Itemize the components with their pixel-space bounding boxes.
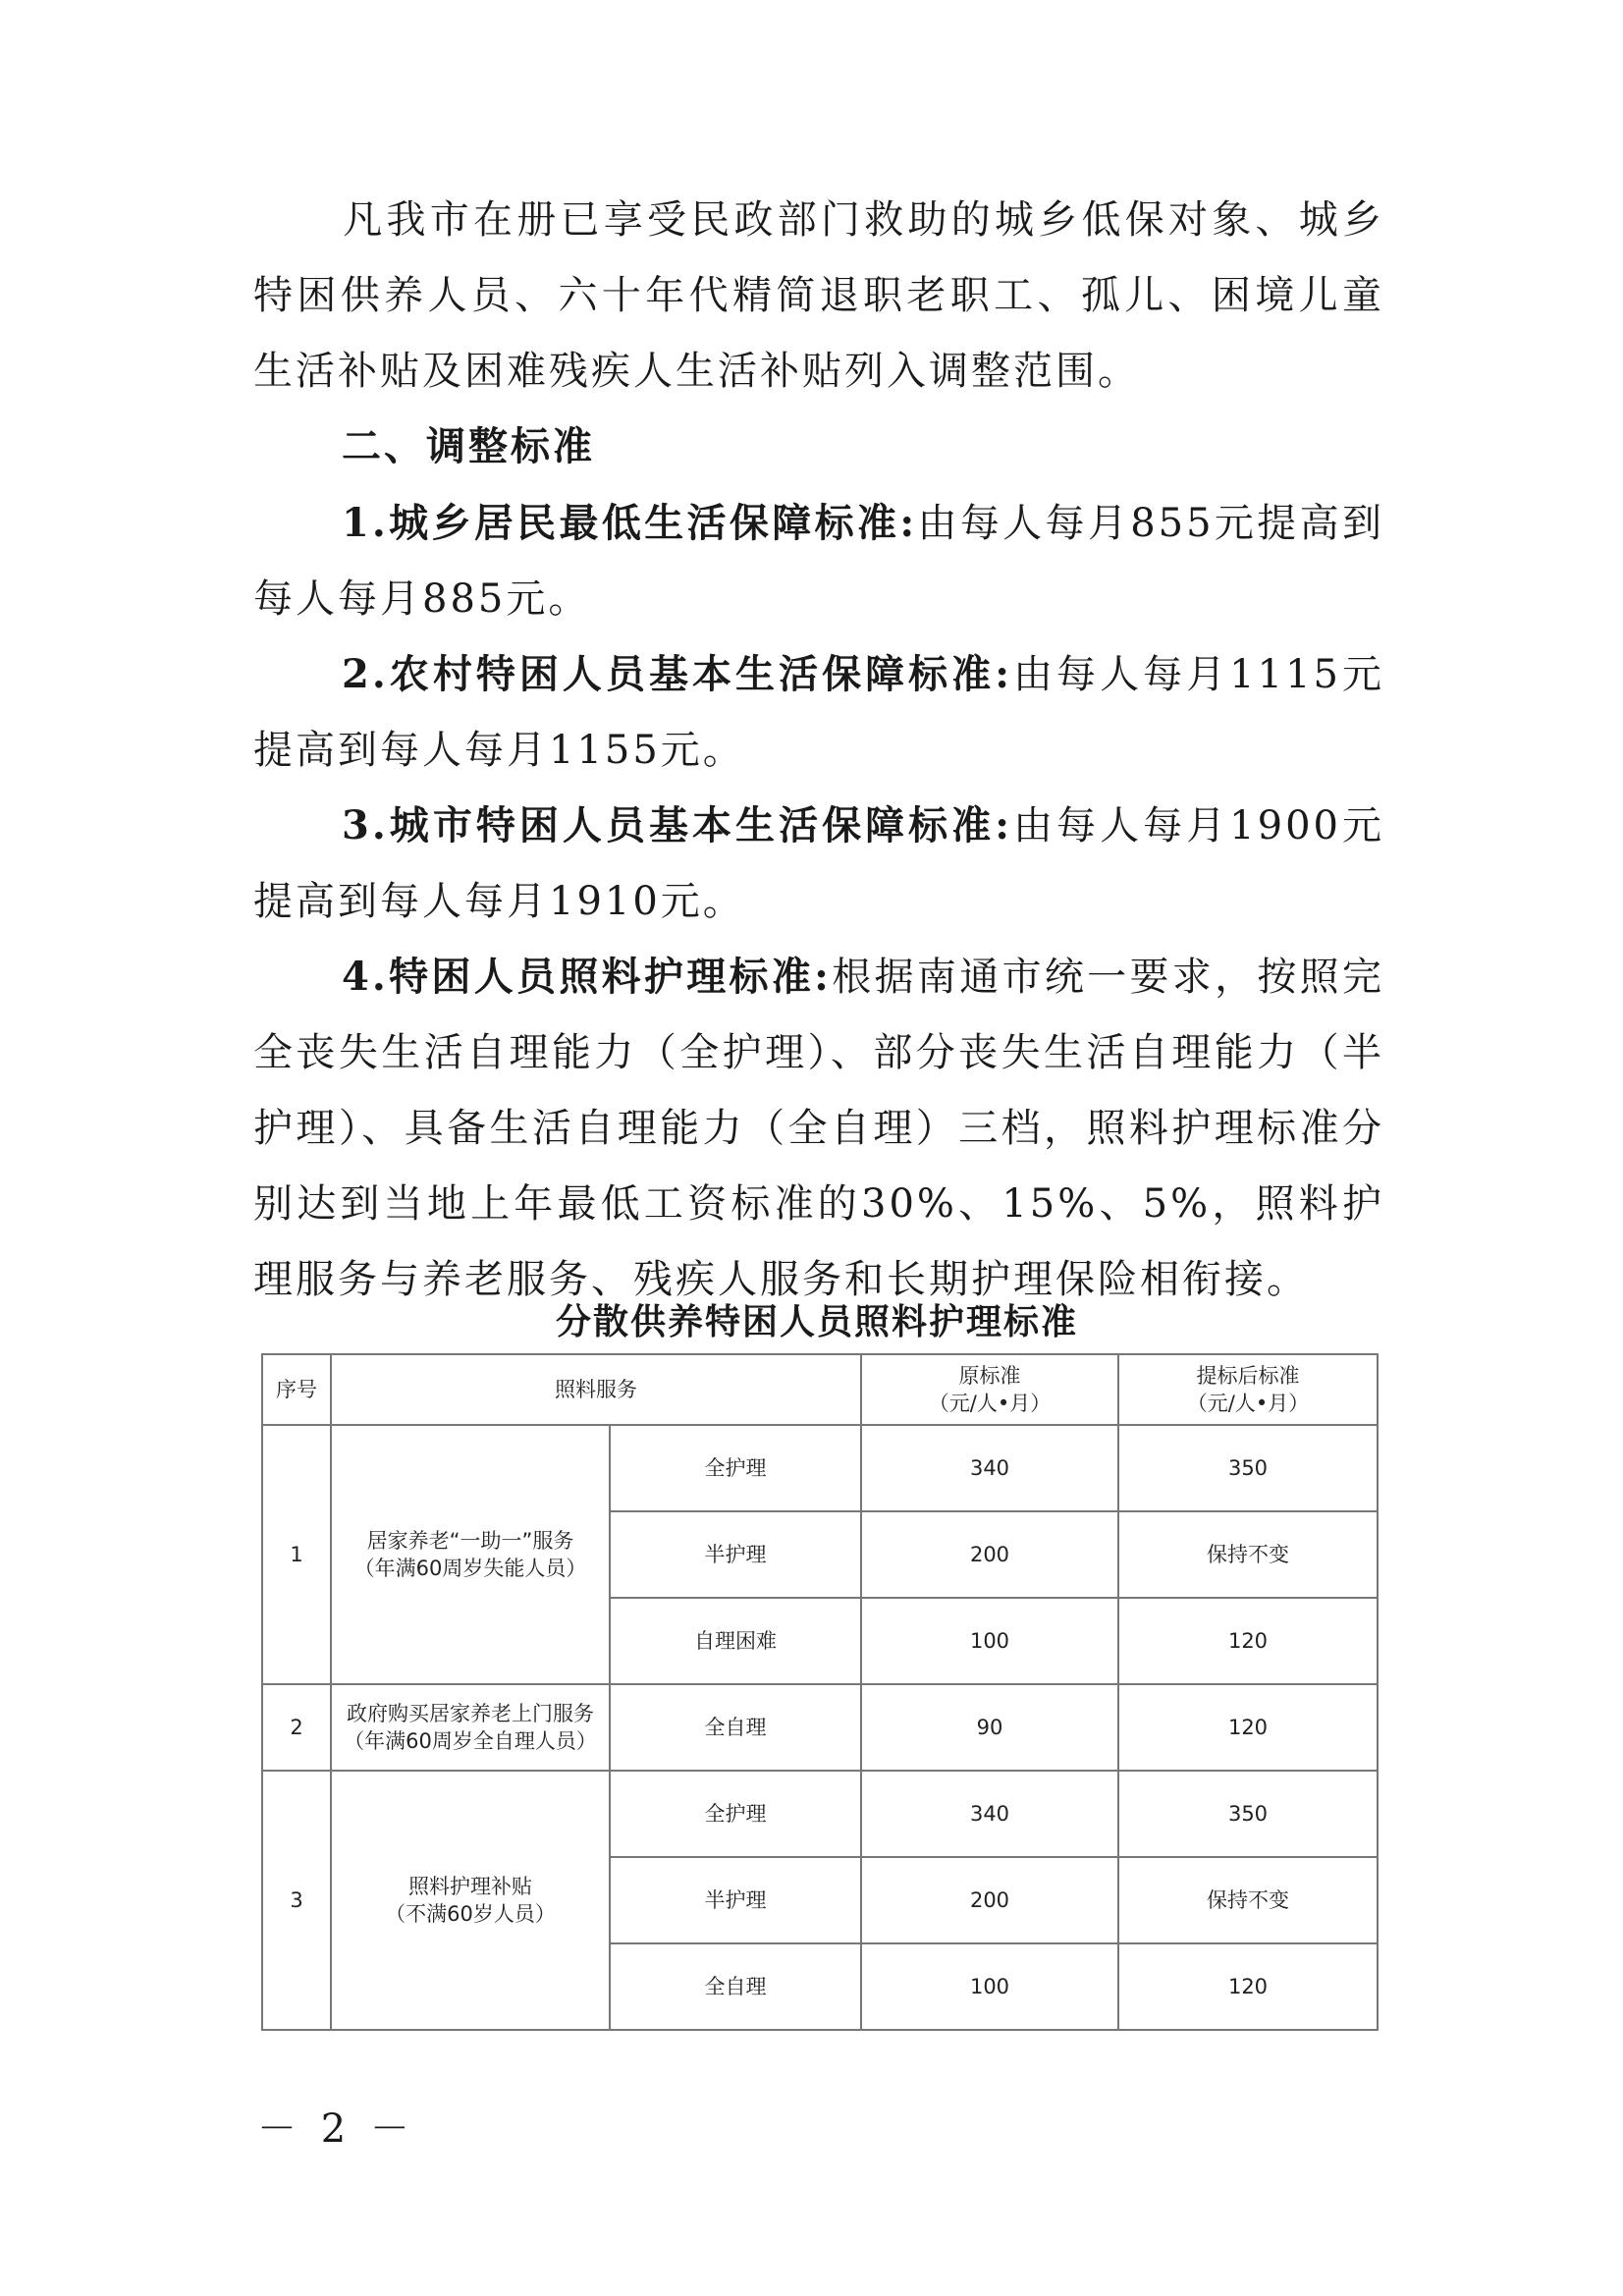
group-service bbox=[331, 1684, 610, 1771]
care-level: 自理困难 bbox=[610, 1598, 861, 1684]
table-header-row bbox=[262, 1354, 1378, 1425]
item3-label: 3.城市特困人员基本生活保障标准: bbox=[342, 802, 1012, 848]
header-new-standard bbox=[1118, 1354, 1378, 1425]
header-no: 序号 bbox=[262, 1354, 331, 1425]
header-new-line2: （元/人•月） bbox=[1186, 1392, 1310, 1415]
page-number: － 2 － bbox=[257, 2106, 415, 2152]
table-row bbox=[262, 1425, 1378, 1511]
new-standard: 120 bbox=[1118, 1598, 1378, 1684]
new-standard: 120 bbox=[1118, 1943, 1378, 2030]
item1-text: 由每人每月855元提高到每人每月885元。 bbox=[253, 501, 1384, 622]
original-standard: 100 bbox=[861, 1598, 1118, 1684]
item4-paragraph bbox=[253, 939, 1384, 1318]
original-standard: 340 bbox=[861, 1425, 1118, 1511]
header-original-line1: 原标准 bbox=[958, 1364, 1021, 1388]
group-number: 1 bbox=[262, 1425, 331, 1684]
item2-paragraph bbox=[253, 636, 1384, 789]
group-service-line2: （不满60岁人员） bbox=[385, 1902, 556, 1926]
care-level: 全护理 bbox=[610, 1771, 861, 1857]
care-standard-table bbox=[261, 1353, 1379, 2031]
item1-paragraph bbox=[253, 485, 1384, 637]
item1-label: 1.城乡居民最低生活保障标准: bbox=[342, 500, 918, 546]
original-standard: 90 bbox=[861, 1684, 1118, 1771]
group-number: 2 bbox=[262, 1684, 331, 1771]
table-title: 分散供养特困人员照料护理标准 bbox=[555, 1302, 1078, 1342]
new-standard: 保持不变 bbox=[1118, 1511, 1378, 1598]
group-service-line2: （年满60周岁失能人员） bbox=[353, 1557, 587, 1580]
table-row bbox=[262, 1684, 1378, 1771]
original-standard: 340 bbox=[861, 1771, 1118, 1857]
care-level: 全自理 bbox=[610, 1943, 861, 2030]
group-service bbox=[331, 1771, 610, 2030]
original-standard: 100 bbox=[861, 1943, 1118, 2030]
original-standard: 200 bbox=[861, 1857, 1118, 1943]
header-original-standard bbox=[861, 1354, 1118, 1425]
scope-paragraph bbox=[253, 183, 1384, 410]
section-heading: 二、调整标准 bbox=[342, 424, 595, 469]
item3-text: 由每人每月1900元提高到每人每月1910元。 bbox=[253, 803, 1384, 924]
care-level: 全自理 bbox=[610, 1684, 861, 1771]
new-standard: 保持不变 bbox=[1118, 1857, 1378, 1943]
original-standard: 200 bbox=[861, 1511, 1118, 1598]
group-service-line1: 政府购买居家养老上门服务 bbox=[347, 1702, 594, 1725]
scope-text: 凡我市在册已享受民政部门救助的城乡低保对象、城乡特困供养人员、六十年代精简退职老职工、孤儿、困境儿童生活补贴及困难残疾人生活补贴列入调整范围。 bbox=[253, 197, 1384, 394]
group-service-line2: （年满60周岁全自理人员） bbox=[344, 1729, 597, 1753]
care-level: 半护理 bbox=[610, 1857, 861, 1943]
header-service: 照料服务 bbox=[331, 1354, 861, 1425]
item4-text: 根据南通市统一要求，按照完全丧失生活自理能力（全护理）、部分丧失生活自理能力（半护理）、具备生活自理能力（全自理）三档，照料护理标准分别达到当地上年最低工资标准的30%、15%、5%，照料护理服务与养老服务、残疾人服务和长期护理保险相衔接。 bbox=[253, 955, 1384, 1302]
item3-paragraph bbox=[253, 788, 1384, 940]
group-number: 3 bbox=[262, 1771, 331, 2030]
table-row bbox=[262, 1771, 1378, 1857]
group-service-line1: 居家养老“一助一”服务 bbox=[366, 1529, 574, 1553]
item4-label: 4.特困人员照料护理标准: bbox=[342, 954, 832, 1000]
group-service-line1: 照料护理补贴 bbox=[408, 1875, 532, 1898]
new-standard: 120 bbox=[1118, 1684, 1378, 1771]
care-level: 半护理 bbox=[610, 1511, 861, 1598]
new-standard: 350 bbox=[1118, 1771, 1378, 1857]
item2-text: 由每人每月1115元提高到每人每月1155元。 bbox=[253, 652, 1384, 773]
item2-label: 2.农村特困人员基本生活保障标准: bbox=[342, 651, 1012, 697]
header-new-line1: 提标后标准 bbox=[1196, 1364, 1300, 1388]
group-service bbox=[331, 1425, 610, 1684]
new-standard: 350 bbox=[1118, 1425, 1378, 1511]
header-original-line2: （元/人•月） bbox=[928, 1392, 1052, 1415]
care-level: 全护理 bbox=[610, 1425, 861, 1511]
